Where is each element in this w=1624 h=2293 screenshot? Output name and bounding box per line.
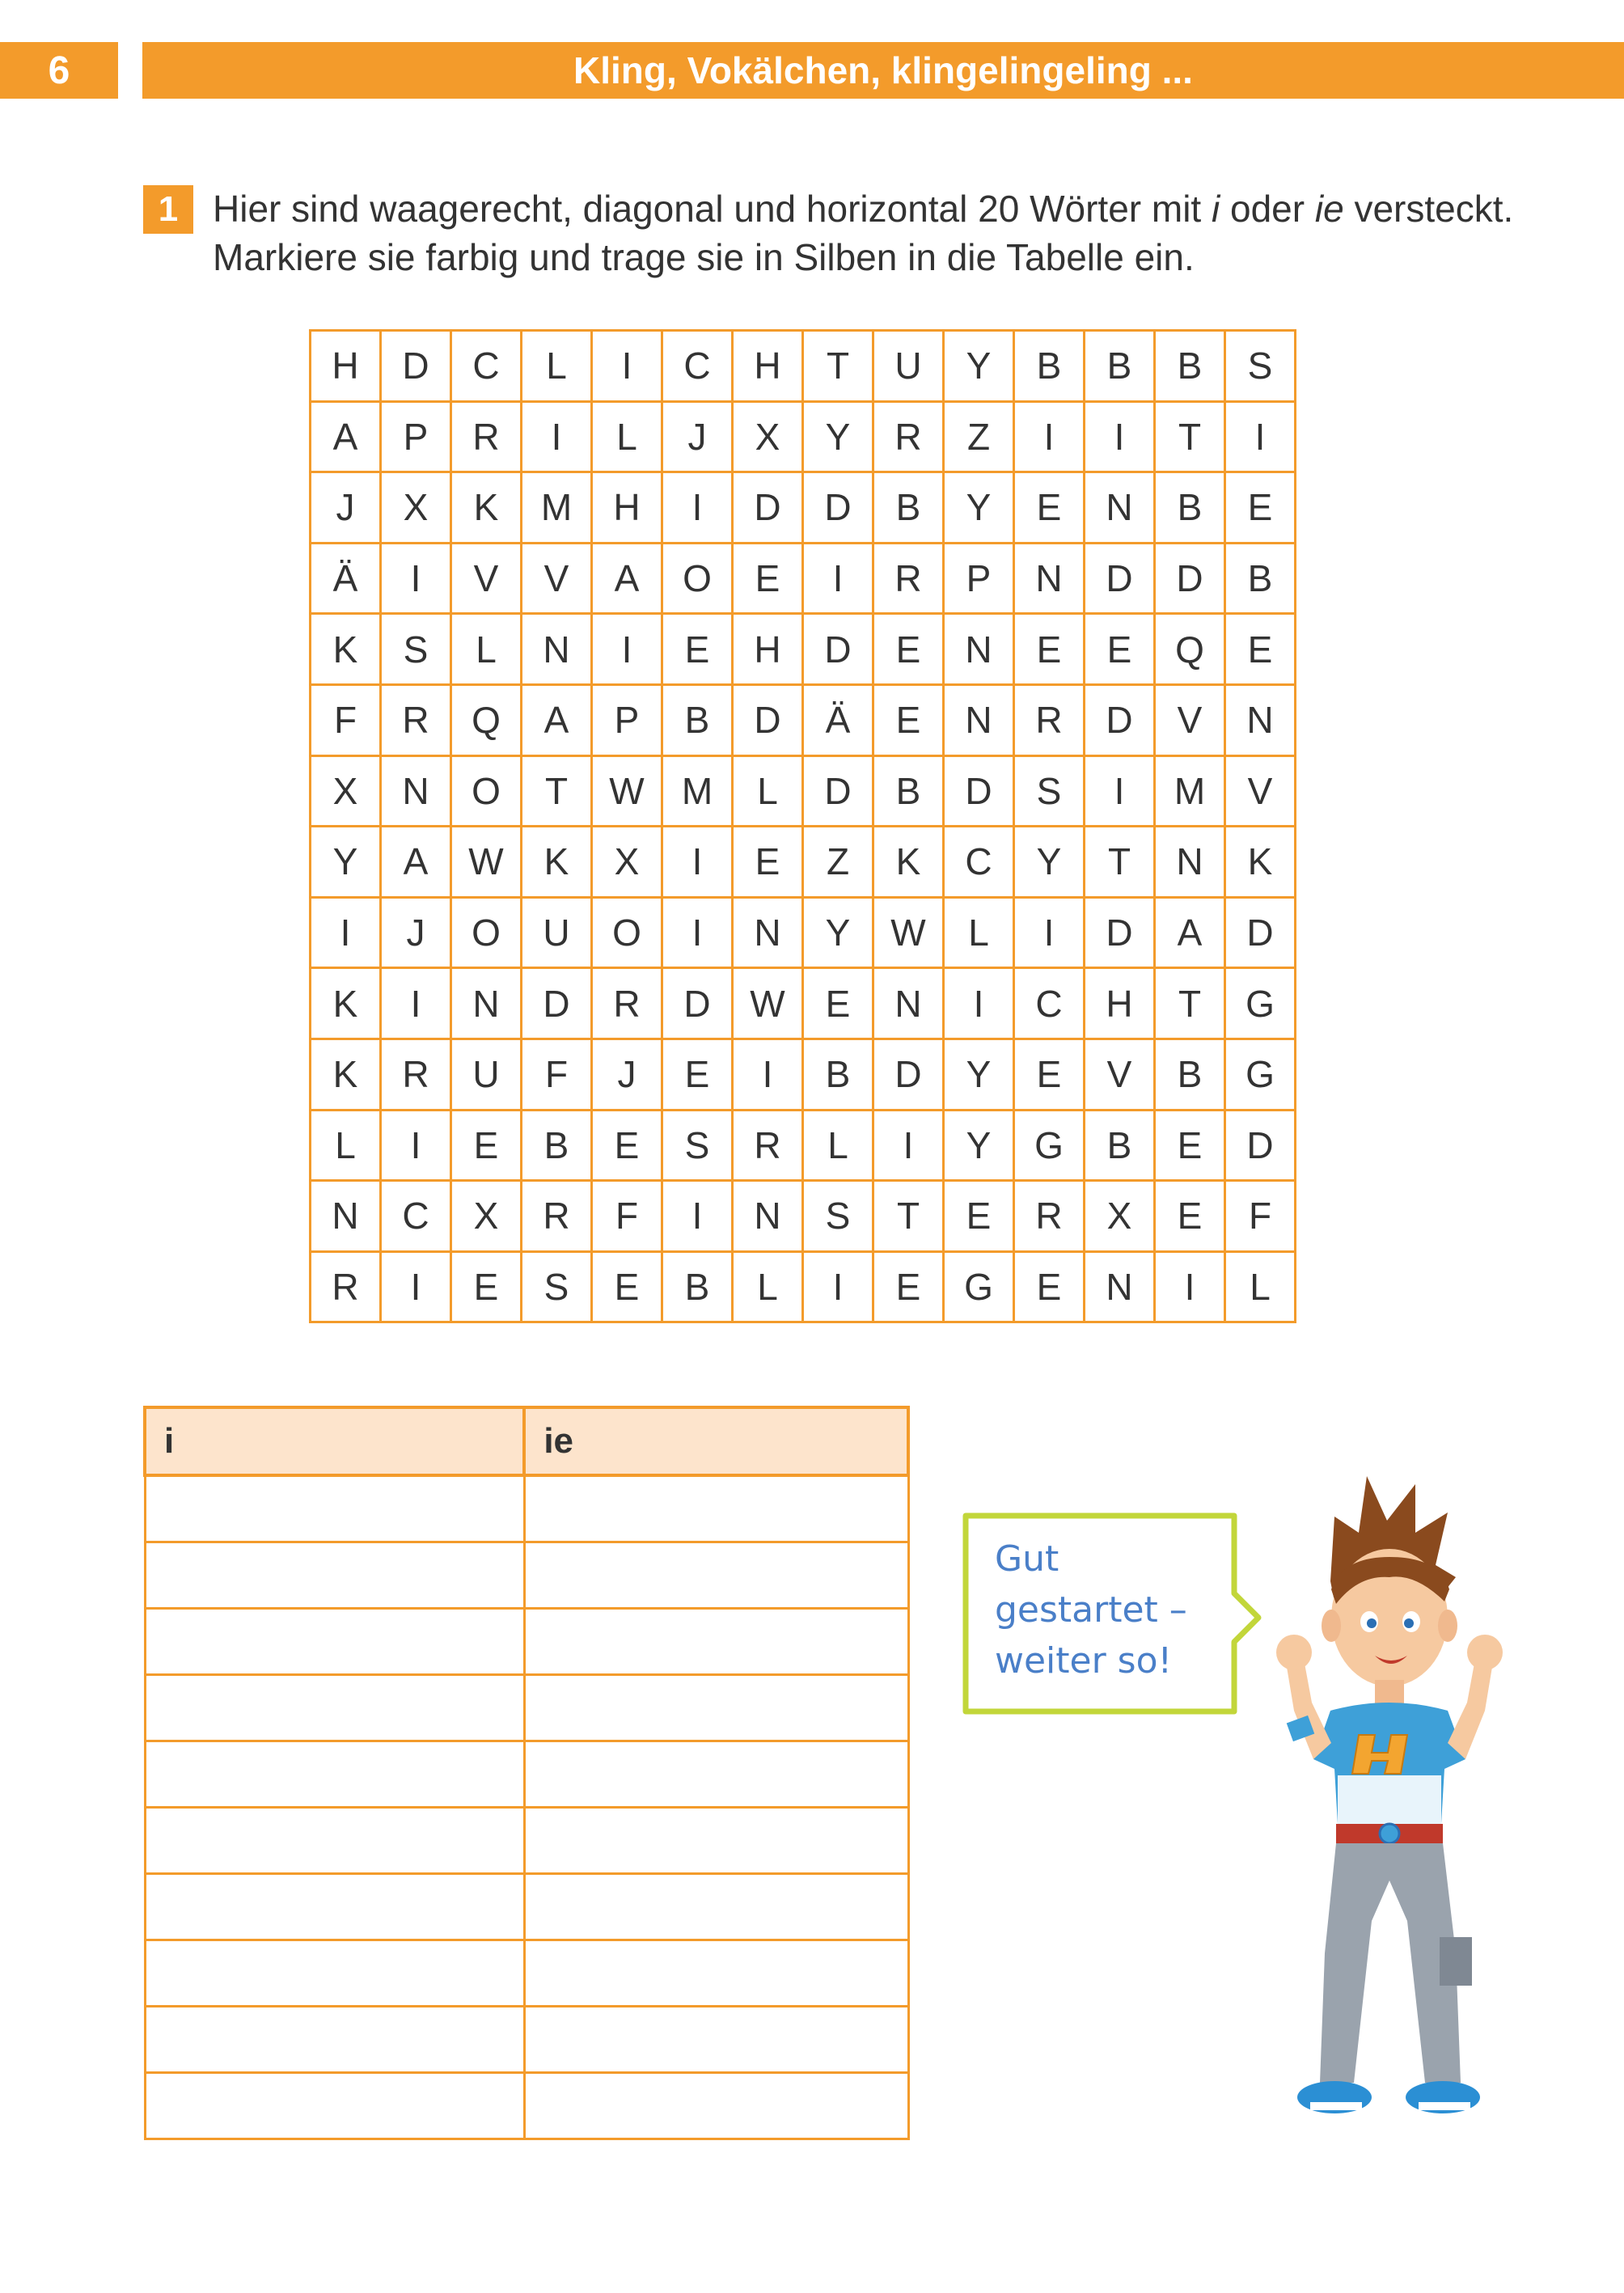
grid-cell[interactable]: Y (803, 401, 873, 472)
grid-cell[interactable]: E (451, 1110, 522, 1181)
grid-cell[interactable]: X (451, 1181, 522, 1252)
grid-cell[interactable]: L (733, 1251, 803, 1322)
grid-cell[interactable]: S (662, 1110, 733, 1181)
grid-cell[interactable]: N (1225, 684, 1296, 755)
grid-cell[interactable]: Q (1155, 614, 1225, 685)
grid-cell[interactable]: O (451, 755, 522, 827)
grid-cell[interactable]: F (311, 684, 381, 755)
grid-cell[interactable]: S (522, 1251, 592, 1322)
grid-cell[interactable]: X (311, 755, 381, 827)
grid-cell[interactable]: W (592, 755, 662, 827)
answer-table-header (145, 1407, 908, 1475)
grid-cell[interactable]: K (1225, 827, 1296, 898)
answer-cell-ie[interactable] (524, 1475, 908, 1542)
grid-cell[interactable]: H (733, 614, 803, 685)
grid-cell[interactable]: N (451, 968, 522, 1039)
grid-cell[interactable]: I (662, 472, 733, 544)
grid-cell[interactable]: N (522, 614, 592, 685)
grid-cell[interactable]: H (311, 331, 381, 402)
grid-row (311, 614, 1296, 685)
grid-cell[interactable]: N (1014, 543, 1085, 614)
grid-cell[interactable]: E (733, 827, 803, 898)
answer-cell-ie[interactable] (524, 1874, 908, 1940)
grid-cell[interactable]: N (381, 755, 451, 827)
grid-cell[interactable]: E (1014, 614, 1085, 685)
column-header-ie: ie (524, 1407, 908, 1475)
answer-cell-i[interactable] (145, 2073, 524, 2139)
grid-cell[interactable]: D (1085, 897, 1155, 968)
grid-cell[interactable]: I (592, 614, 662, 685)
grid-cell[interactable]: V (1085, 1039, 1155, 1110)
grid-cell[interactable]: A (522, 684, 592, 755)
grid-cell[interactable]: I (662, 1181, 733, 1252)
grid-cell[interactable]: T (1155, 401, 1225, 472)
grid-cell[interactable]: I (662, 827, 733, 898)
grid-cell[interactable]: L (451, 614, 522, 685)
answer-cell-ie[interactable] (524, 2073, 908, 2139)
grid-row (311, 543, 1296, 614)
answer-row (145, 1808, 908, 1874)
grid-cell[interactable]: F (592, 1181, 662, 1252)
answer-cell-ie[interactable] (524, 1808, 908, 1874)
page-number: 6 (0, 42, 118, 99)
grid-cell[interactable]: K (311, 614, 381, 685)
grid-cell[interactable]: W (873, 897, 944, 968)
grid-cell[interactable]: O (662, 543, 733, 614)
grid-cell[interactable]: L (944, 897, 1014, 968)
grid-cell[interactable]: D (1225, 1110, 1296, 1181)
answer-cell-ie[interactable] (524, 2007, 908, 2073)
grid-cell[interactable]: H (733, 331, 803, 402)
answer-cell-i[interactable] (145, 1609, 524, 1675)
answer-cell-ie[interactable] (524, 1940, 908, 2007)
grid-cell[interactable]: B (1014, 331, 1085, 402)
grid-cell[interactable]: Y (311, 827, 381, 898)
grid-cell[interactable]: T (522, 755, 592, 827)
grid-cell[interactable]: K (311, 1039, 381, 1110)
grid-cell[interactable]: W (451, 827, 522, 898)
grid-cell[interactable]: F (1225, 1181, 1296, 1252)
word-search-grid (309, 329, 1296, 1323)
grid-cell[interactable]: I (873, 1110, 944, 1181)
task-text-part2: oder (1220, 188, 1315, 230)
grid-cell[interactable]: D (662, 968, 733, 1039)
grid-cell[interactable]: M (662, 755, 733, 827)
grid-cell[interactable]: E (1155, 1181, 1225, 1252)
grid-cell[interactable]: I (381, 1110, 451, 1181)
grid-cell[interactable]: Y (944, 1039, 1014, 1110)
answer-cell-i[interactable] (145, 1940, 524, 2007)
answer-cell-ie[interactable] (524, 1542, 908, 1609)
grid-cell[interactable]: C (944, 827, 1014, 898)
grid-cell[interactable]: E (944, 1181, 1014, 1252)
grid-cell[interactable]: R (592, 968, 662, 1039)
grid-cell[interactable]: D (873, 1039, 944, 1110)
grid-cell[interactable]: F (522, 1039, 592, 1110)
grid-cell[interactable]: E (1155, 1110, 1225, 1181)
grid-cell[interactable]: P (381, 401, 451, 472)
grid-row (311, 897, 1296, 968)
grid-cell[interactable]: D (1085, 684, 1155, 755)
grid-row (311, 1181, 1296, 1252)
grid-cell[interactable]: E (873, 1251, 944, 1322)
grid-cell[interactable]: B (1085, 331, 1155, 402)
grid-cell[interactable]: G (1225, 968, 1296, 1039)
answer-row (145, 2073, 908, 2139)
grid-cell[interactable]: C (662, 331, 733, 402)
grid-cell[interactable]: I (1085, 755, 1155, 827)
grid-cell[interactable]: I (1155, 1251, 1225, 1322)
column-header-i: i (145, 1407, 524, 1475)
grid-cell[interactable]: X (381, 472, 451, 544)
grid-cell[interactable]: E (1085, 614, 1155, 685)
grid-cell[interactable]: E (873, 684, 944, 755)
grid-cell[interactable]: N (873, 968, 944, 1039)
grid-cell[interactable]: B (1085, 1110, 1155, 1181)
grid-row (311, 827, 1296, 898)
grid-cell[interactable]: D (803, 755, 873, 827)
grid-cell[interactable]: B (1155, 472, 1225, 544)
grid-cell[interactable]: N (944, 614, 1014, 685)
speech-line-1: Gut (995, 1538, 1059, 1580)
answer-row (145, 1675, 908, 1741)
grid-cell[interactable]: I (522, 401, 592, 472)
grid-cell[interactable]: N (311, 1181, 381, 1252)
task-number-badge: 1 (143, 185, 193, 234)
grid-cell[interactable]: L (733, 755, 803, 827)
grid-cell[interactable]: N (1085, 1251, 1155, 1322)
grid-cell[interactable]: V (1225, 755, 1296, 827)
grid-row (311, 401, 1296, 472)
grid-cell[interactable]: A (1155, 897, 1225, 968)
grid-cell[interactable]: R (873, 543, 944, 614)
grid-cell[interactable]: Y (944, 472, 1014, 544)
grid-cell[interactable]: D (944, 755, 1014, 827)
grid-cell[interactable]: I (803, 1251, 873, 1322)
grid-cell[interactable]: R (381, 1039, 451, 1110)
grid-cell[interactable]: Y (944, 1110, 1014, 1181)
grid-cell[interactable]: V (451, 543, 522, 614)
grid-cell[interactable]: W (733, 968, 803, 1039)
grid-cell[interactable]: R (451, 401, 522, 472)
grid-cell[interactable]: B (662, 1251, 733, 1322)
grid-cell[interactable]: D (803, 472, 873, 544)
grid-cell[interactable]: T (803, 331, 873, 402)
grid-row (311, 968, 1296, 1039)
grid-cell[interactable]: N (733, 897, 803, 968)
grid-cell[interactable]: L (522, 331, 592, 402)
grid-cell[interactable]: A (311, 401, 381, 472)
grid-cell[interactable]: Y (944, 331, 1014, 402)
grid-cell[interactable]: N (1085, 472, 1155, 544)
grid-cell[interactable]: D (733, 684, 803, 755)
grid-cell[interactable]: R (381, 684, 451, 755)
grid-cell[interactable]: Z (944, 401, 1014, 472)
grid-cell[interactable]: H (592, 472, 662, 544)
grid-cell[interactable]: I (944, 968, 1014, 1039)
grid-cell[interactable]: I (592, 331, 662, 402)
grid-cell[interactable]: T (1155, 968, 1225, 1039)
grid-cell[interactable]: N (733, 1181, 803, 1252)
grid-cell[interactable]: X (1085, 1181, 1155, 1252)
grid-cell[interactable]: Ä (803, 684, 873, 755)
grid-cell[interactable]: M (522, 472, 592, 544)
grid-row (311, 755, 1296, 827)
grid-cell[interactable]: D (522, 968, 592, 1039)
grid-cell[interactable]: B (1155, 331, 1225, 402)
task-text-part3: versteckt. Markiere sie farbig und trage sie in Silben in die Tabelle ein. (213, 188, 1514, 278)
grid-cell[interactable]: V (1155, 684, 1225, 755)
boy-mascot-illustration (1254, 1468, 1520, 2139)
grid-cell[interactable]: E (1225, 472, 1296, 544)
answer-cell-ie[interactable] (524, 1675, 908, 1741)
grid-cell[interactable]: E (803, 968, 873, 1039)
grid-cell[interactable]: O (592, 897, 662, 968)
grid-cell[interactable]: R (733, 1110, 803, 1181)
grid-cell[interactable]: N (1155, 827, 1225, 898)
task-instruction (213, 184, 1588, 281)
grid-cell[interactable]: Q (451, 684, 522, 755)
grid-cell[interactable]: I (381, 1251, 451, 1322)
grid-cell[interactable]: B (873, 755, 944, 827)
grid-cell[interactable]: D (1085, 543, 1155, 614)
grid-cell[interactable]: K (451, 472, 522, 544)
grid-cell[interactable]: E (451, 1251, 522, 1322)
answer-row (145, 1940, 908, 2007)
grid-cell[interactable]: I (381, 968, 451, 1039)
speech-bubble-text (995, 1534, 1237, 1686)
grid-cell[interactable]: P (944, 543, 1014, 614)
grid-cell[interactable]: E (1014, 1251, 1085, 1322)
grid-cell[interactable]: G (944, 1251, 1014, 1322)
speech-line-2: gestartet – (995, 1589, 1187, 1631)
answer-row (145, 1475, 908, 1542)
grid-cell[interactable]: I (662, 897, 733, 968)
grid-cell[interactable]: I (381, 543, 451, 614)
grid-cell[interactable]: V (522, 543, 592, 614)
answer-table (143, 1406, 910, 2140)
grid-row (311, 684, 1296, 755)
grid-cell[interactable]: B (873, 472, 944, 544)
grid-cell[interactable]: G (1014, 1110, 1085, 1181)
grid-cell[interactable]: I (1085, 401, 1155, 472)
grid-cell[interactable]: E (592, 1110, 662, 1181)
grid-cell[interactable]: J (381, 897, 451, 968)
page-title: Kling, Vokälchen, klingelingeling ... (142, 42, 1624, 99)
grid-cell[interactable]: C (451, 331, 522, 402)
grid-cell[interactable]: B (522, 1110, 592, 1181)
grid-cell[interactable]: E (662, 614, 733, 685)
grid-cell[interactable]: C (1014, 968, 1085, 1039)
grid-cell[interactable]: A (592, 543, 662, 614)
grid-cell[interactable]: D (1225, 897, 1296, 968)
grid-cell[interactable]: E (662, 1039, 733, 1110)
grid-cell[interactable]: I (1225, 401, 1296, 472)
answer-cell-i[interactable] (145, 1741, 524, 1808)
grid-cell[interactable]: H (1085, 968, 1155, 1039)
grid-cell[interactable]: D (733, 472, 803, 544)
grid-cell[interactable]: T (1085, 827, 1155, 898)
grid-cell[interactable]: L (1225, 1251, 1296, 1322)
grid-cell[interactable]: J (662, 401, 733, 472)
answer-row (145, 1609, 908, 1675)
grid-cell[interactable]: G (1225, 1039, 1296, 1110)
grid-cell[interactable]: E (1225, 614, 1296, 685)
grid-cell[interactable]: S (1014, 755, 1085, 827)
grid-row (311, 1251, 1296, 1322)
grid-cell[interactable]: K (873, 827, 944, 898)
grid-cell[interactable]: M (1155, 755, 1225, 827)
answer-row (145, 1542, 908, 1609)
answer-cell-i[interactable] (145, 1675, 524, 1741)
task-text-ie: ie (1314, 188, 1344, 230)
grid-cell[interactable]: E (873, 614, 944, 685)
grid-cell[interactable]: E (592, 1251, 662, 1322)
grid-row (311, 1039, 1296, 1110)
answer-row (145, 1741, 908, 1808)
answer-cell-i[interactable] (145, 1542, 524, 1609)
grid-cell[interactable]: X (733, 401, 803, 472)
grid-cell[interactable]: T (873, 1181, 944, 1252)
grid-cell[interactable]: X (592, 827, 662, 898)
grid-cell[interactable]: S (1225, 331, 1296, 402)
grid-cell[interactable]: A (381, 827, 451, 898)
grid-cell[interactable]: I (311, 897, 381, 968)
grid-cell[interactable]: D (803, 614, 873, 685)
grid-cell[interactable]: Y (1014, 827, 1085, 898)
grid-cell[interactable]: U (522, 897, 592, 968)
grid-cell[interactable]: Ä (311, 543, 381, 614)
grid-cell[interactable]: I (803, 543, 873, 614)
answer-row (145, 2007, 908, 2073)
grid-cell[interactable]: R (873, 401, 944, 472)
task-text-part1: Hier sind waagerecht, diagonal und horizontal 20 Wörter mit (213, 188, 1212, 230)
grid-cell[interactable]: J (311, 472, 381, 544)
grid-cell[interactable]: I (1014, 401, 1085, 472)
grid-cell[interactable]: L (803, 1110, 873, 1181)
grid-cell[interactable]: E (733, 543, 803, 614)
grid-row (311, 1110, 1296, 1181)
grid-cell[interactable]: B (1225, 543, 1296, 614)
grid-cell[interactable]: K (522, 827, 592, 898)
grid-cell[interactable]: L (592, 401, 662, 472)
grid-cell[interactable]: D (1155, 543, 1225, 614)
grid-cell[interactable]: B (1155, 1039, 1225, 1110)
answer-cell-ie[interactable] (524, 1741, 908, 1808)
grid-cell[interactable]: O (451, 897, 522, 968)
answer-row (145, 1874, 908, 1940)
grid-cell[interactable]: N (944, 684, 1014, 755)
task-text-i: i (1211, 188, 1220, 230)
grid-cell[interactable]: U (451, 1039, 522, 1110)
grid-cell[interactable]: D (381, 331, 451, 402)
grid-cell[interactable]: R (1014, 684, 1085, 755)
grid-cell[interactable]: L (311, 1110, 381, 1181)
grid-cell[interactable]: R (1014, 1181, 1085, 1252)
answer-cell-i[interactable] (145, 1475, 524, 1542)
grid-cell[interactable]: Y (803, 897, 873, 968)
grid-row (311, 472, 1296, 544)
grid-cell[interactable]: Z (803, 827, 873, 898)
grid-cell[interactable]: J (592, 1039, 662, 1110)
answer-cell-i[interactable] (145, 2007, 524, 2073)
grid-cell[interactable]: E (1014, 1039, 1085, 1110)
answer-cell-i[interactable] (145, 1874, 524, 1940)
grid-cell[interactable]: B (662, 684, 733, 755)
speech-line-3: weiter so! (995, 1640, 1173, 1682)
grid-cell[interactable]: B (803, 1039, 873, 1110)
answer-cell-i[interactable] (145, 1808, 524, 1874)
grid-cell[interactable]: I (733, 1039, 803, 1110)
grid-cell[interactable]: E (1014, 472, 1085, 544)
grid-cell[interactable]: C (381, 1181, 451, 1252)
grid-cell[interactable]: R (522, 1181, 592, 1252)
grid-row (311, 331, 1296, 402)
grid-cell[interactable]: U (873, 331, 944, 402)
grid-cell[interactable]: K (311, 968, 381, 1039)
grid-cell[interactable]: R (311, 1251, 381, 1322)
grid-cell[interactable]: P (592, 684, 662, 755)
grid-cell[interactable]: I (1014, 897, 1085, 968)
answer-cell-ie[interactable] (524, 1609, 908, 1675)
grid-cell[interactable]: S (381, 614, 451, 685)
grid-cell[interactable]: S (803, 1181, 873, 1252)
